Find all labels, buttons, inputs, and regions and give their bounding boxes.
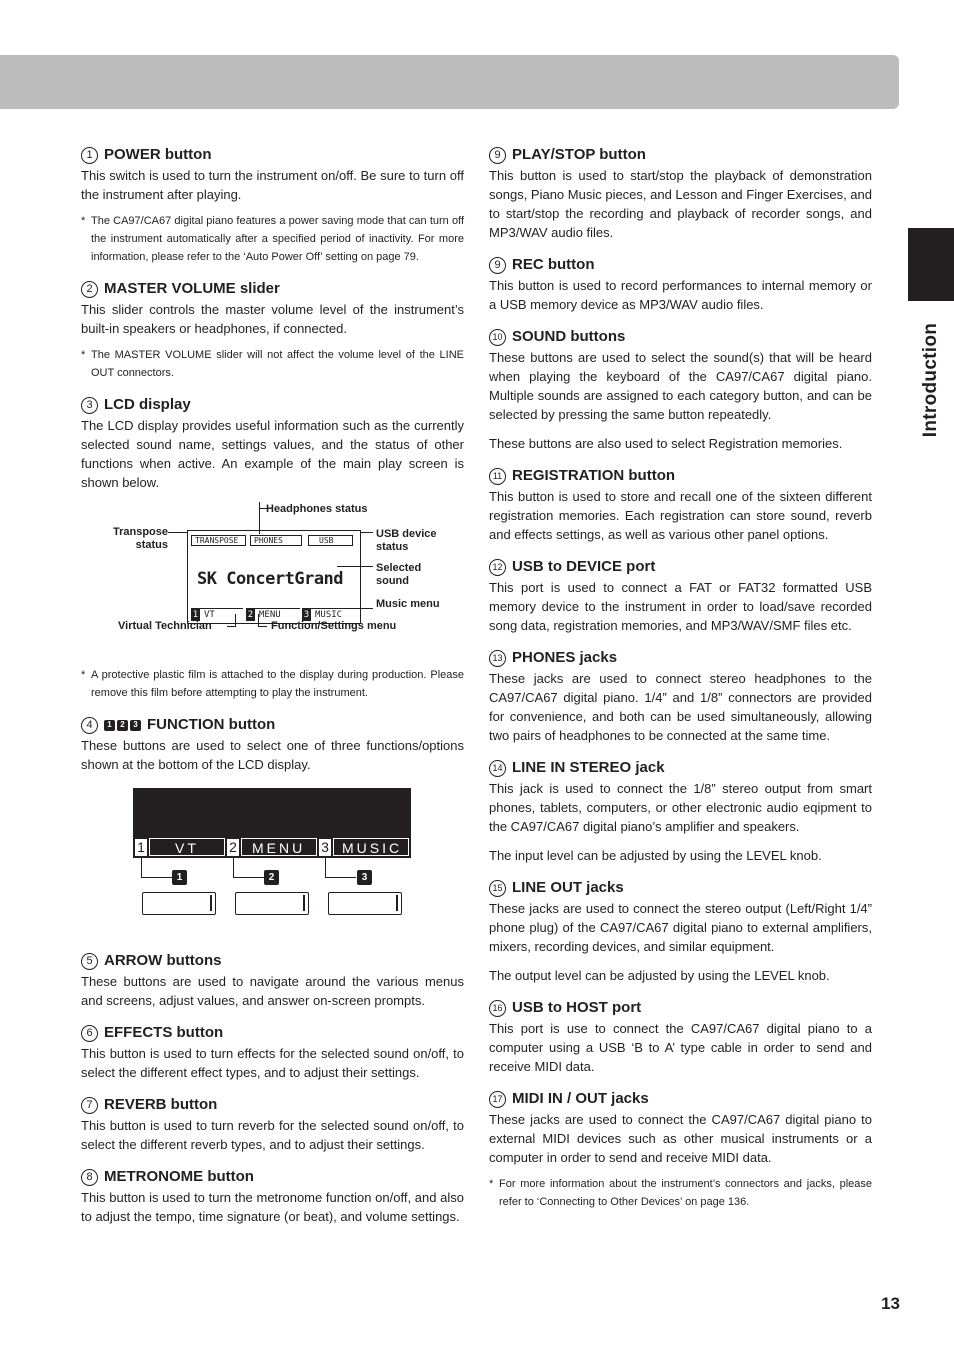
item-number: 13 [489,650,506,667]
lcd-phones-tab: PHONES [250,535,302,546]
section-heading [489,649,872,667]
callout-line [233,877,264,878]
section-heading [81,1024,464,1042]
section-title: REC button [512,256,595,273]
section-heading [489,256,872,274]
function-button-1 [142,892,216,915]
section-text: The LCD display provides useful information such as the currently selected sound name, settings values, and the status of other functions when active. An example of the main play screen is shown below. [81,418,464,490]
header-bar [0,55,899,109]
section-lcd-display [81,396,464,702]
section-heading [81,1168,464,1186]
section-text: This button is used to turn effects for the selected sound on/off, to select the different effect types, and to adjust their settings. [81,1046,464,1080]
function-key-2: 2 [117,720,128,731]
item-number: 5 [81,953,98,970]
section-text: This button is used to start/stop the playback of demonstration songs, Piano Music pieces, and Lesson and Finger Exercises, and to start/stop the recording and playback of recorder songs, and MP3/WAV audio files. [489,168,872,240]
callout-line [325,858,326,877]
item-number: 3 [81,397,98,414]
section-line-in-jack [489,759,872,865]
section-sound-buttons [489,328,872,453]
callout-line [235,614,236,626]
label-selected-sound: Selected sound [376,562,422,587]
footnote: * The CA97/CA67 digital piano features a power saving mode that can turn off the instrument automatically after a specified period of inactivity. For more information, please refer to the ‘Auto Power Off’ setting on page 79. [81,215,464,263]
item-number: 15 [489,880,506,897]
left-column [81,146,464,1240]
section-title: ARROW buttons [104,952,222,969]
footnote: * The MASTER VOLUME slider will not affect the volume level of the LINE OUT connectors. [81,349,464,379]
section-text: These buttons are used to select the sound(s) that will be heard when playing the keyboard of the CA97/CA67 digital piano. Multiple sounds are assigned to each category button, and can be selected by pressing the same button repeatedly. [489,350,872,422]
section-heading [489,467,872,485]
fn-badge-2: 2 [264,870,279,885]
callout-line [337,566,373,567]
section-function-button [81,716,464,938]
callout-line [168,532,188,533]
callout-line [258,626,267,627]
section-midi-jacks [489,1090,872,1211]
fn-number-2: 2 [227,839,239,856]
section-heading [81,716,464,734]
item-number: 11 [489,468,506,485]
section-title: MASTER VOLUME slider [104,280,280,297]
section-title: SOUND buttons [512,328,626,345]
section-arrow-buttons [81,952,464,1010]
section-heading [81,952,464,970]
section-line-out-jacks [489,879,872,985]
section-title: FUNCTION button [147,716,276,733]
callout-line [233,858,234,877]
section-title: PLAY/STOP button [512,146,646,163]
callout-line [259,502,260,534]
section-text: These jacks are used to connect the stereo output (Left/Right 1/4” phone plug) of the CA97/CA67 digital piano to external amplifiers, mixers, recording devices, and similar equipment. [489,901,872,954]
section-text: These buttons are also used to select Registration memories. [489,436,843,451]
section-text: This port is use to connect the CA97/CA67 digital piano to a computer using a USB ‘B to A’ type cable in order to send and receive MIDI data. [489,1021,872,1074]
fn-badge-1: 1 [172,870,187,885]
fn-badge-3: 3 [357,870,372,885]
function-button-2 [235,892,309,915]
section-title: REGISTRATION button [512,467,676,484]
callout-line [227,626,236,627]
item-number: 4 [81,717,98,734]
item-number: 8 [81,1169,98,1186]
section-title: EFFECTS button [104,1024,224,1041]
section-effects-button [81,1024,464,1082]
fn-cell-vt: VT [149,838,225,856]
section-title: METRONOME button [104,1168,254,1185]
label-headphones-status: Headphones status [266,503,368,515]
function-button-diagram [81,788,464,938]
section-power [81,146,464,266]
section-title: PHONES jacks [512,649,618,666]
section-title: LINE IN STEREO jack [512,759,665,776]
function-key-1: 1 [104,720,115,731]
callout-line [325,877,356,878]
item-number: 9 [489,257,506,274]
section-title: REVERB button [104,1096,218,1113]
lcd-menu-vt: 1 VT [191,608,243,620]
section-text: These jacks are used to connect the CA97/CA67 digital piano to external MIDI devices such as other musical instruments or a computer in order to send and receive MIDI data. [489,1112,872,1165]
section-heading [81,280,464,298]
section-phones-jacks [489,649,872,745]
section-text: This button is used to turn the metronome function on/off, and also to adjust the tempo, time signature (or beat), and volume settings. [81,1190,464,1224]
chapter-tab-marker [908,228,954,301]
section-text: This button is used to record performances to internal memory or a USB memory device as MP3/WAV audio files. [489,278,872,312]
label-transpose-status: Transpose status [112,526,168,551]
section-text: These jacks are used to connect stereo headphones to the CA97/CA67 digital piano. 1/4” and 1/8” connectors are provided for convenience, and both can be used simultaneously, allowing two pairs of headphones to be connected at the same time. [489,671,872,743]
lcd-sound-name: SK ConcertGrand [197,569,344,589]
item-number: 6 [81,1025,98,1042]
section-play-stop-button [489,146,872,242]
section-text: This port is used to connect a FAT or FAT32 formatted USB memory device to the instrument in order to load/save recorded song data, registration memories, and MP3/WAV/SMF files etc. [489,580,872,633]
section-text: These buttons are used to navigate around the various menus and screens, adjust values, and answer on-screen prompts. [81,974,464,1008]
section-text: This slider controls the master volume level of the instrument’s built-in speakers or headphones, if connected. [81,302,464,336]
callout-line [141,877,172,878]
section-text: This jack is used to connect the 1/8” stereo output from smart phones, tablets, computers, or other electronic audio eqipment to the CA97/CA67 digital piano’s amplifier and speakers. [489,781,872,834]
item-number: 7 [81,1097,98,1114]
section-heading [489,328,872,346]
item-number: 2 [81,281,98,298]
section-registration-button [489,467,872,544]
right-column [489,146,872,1225]
item-number: 17 [489,1091,506,1108]
section-heading [81,146,464,164]
section-heading [489,999,872,1017]
callout-line [353,608,373,609]
lcd-diagram [81,502,464,652]
label-function-settings-menu: Function/Settings menu [271,620,397,632]
item-number: 12 [489,559,506,576]
section-text: These buttons are used to select one of three functions/options shown at the bottom of the LCD display. [81,738,464,772]
label-music-menu: Music menu [376,598,440,610]
section-heading [81,396,464,414]
section-heading [81,1096,464,1114]
function-keys [104,720,143,731]
label-virtual-technician: Virtual Technician [118,620,212,632]
function-button-3 [328,892,402,915]
lcd-menu-menu: 2 MENU [246,608,300,620]
section-usb-to-device [489,558,872,635]
section-title: LCD display [104,396,191,413]
fn-cell-music: MUSIC [333,838,409,856]
section-text: The output level can be adjusted by using the LEVEL knob. [489,968,830,983]
callout-line [141,858,142,877]
section-text: This button is used to turn reverb for the selected sound on/off, to select the different reverb types, and to adjust their settings. [81,1118,464,1152]
section-title: MIDI IN / OUT jacks [512,1090,649,1107]
footnote: * For more information about the instrument’s connectors and jacks, please refer to ‘Connecting to Other Devices’ on page 136. [489,1178,872,1208]
item-number: 1 [81,147,98,164]
section-heading [489,558,872,576]
lcd-usb-tab: USB [308,535,353,546]
fn-cell-menu: MENU [241,838,317,856]
section-heading [489,1090,872,1108]
section-usb-to-host [489,999,872,1076]
section-title: USB to HOST port [512,999,642,1016]
lcd-screen [187,530,361,624]
callout-line [258,614,259,626]
section-metronome-button [81,1168,464,1226]
section-text: This switch is used to turn the instrument on/off. Be sure to turn off the instrument after playing. [81,168,464,202]
footnote: * A protective plastic film is attached to the display during production. Please remove this film before attempting to play the instrument. [81,669,464,699]
fn-number-1: 1 [135,839,147,856]
section-master-volume [81,280,464,382]
page-number: 13 [881,1294,900,1313]
section-heading [489,759,872,777]
chapter-label: Introduction [920,322,941,438]
section-title: LINE OUT jacks [512,879,624,896]
item-number: 10 [489,329,506,346]
section-title: POWER button [104,146,212,163]
section-title: USB to DEVICE port [512,558,656,575]
lcd-menu-music: 3 MUSIC [302,608,358,620]
item-number: 9 [489,147,506,164]
item-number: 16 [489,1000,506,1017]
function-key-3: 3 [130,720,141,731]
section-text: This button is used to store and recall one of the sixteen different registration memories. Each registration can store sound, reverb and effects settings, as well as various other panel options. [489,489,872,542]
lcd-transpose-tab: TRANSPOSE [191,535,246,546]
section-rec-button [489,256,872,314]
item-number: 14 [489,760,506,777]
label-usb-status: USB device status [376,528,437,553]
fn-number-3: 3 [319,839,331,856]
callout-line [361,532,373,533]
section-text: The input level can be adjusted by using the LEVEL knob. [489,848,822,863]
section-heading [489,146,872,164]
section-heading [489,879,872,897]
section-reverb-button [81,1096,464,1154]
